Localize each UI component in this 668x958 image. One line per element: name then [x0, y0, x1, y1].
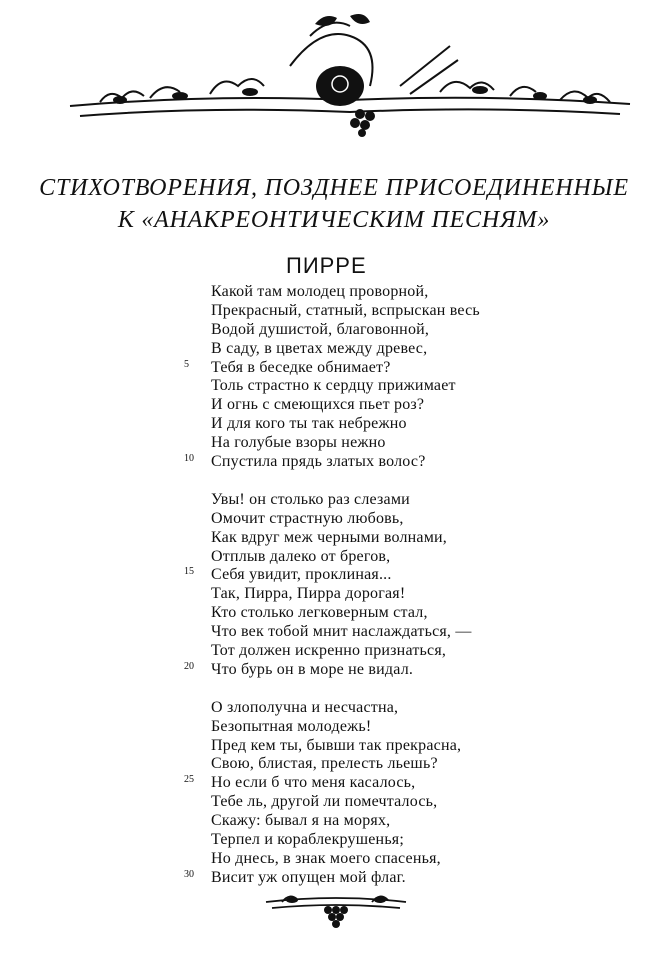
- verse-text: Но днесь, в знак моего спасенья,: [211, 849, 441, 867]
- line-number: 25: [184, 774, 194, 786]
- section-title: [0, 172, 668, 236]
- verse-text: Какой там молодец проворной,: [211, 283, 429, 300]
- headpiece-vignette-icon: [60, 6, 640, 146]
- verse-text: Увы! он столько раз слезами: [211, 490, 410, 508]
- verse-line: [0, 661, 668, 680]
- verse-line: [0, 623, 668, 642]
- line-number: 15: [184, 566, 194, 578]
- verse-text: Так, Пирра, Пирра дорогая!: [211, 585, 406, 603]
- verse-text: Прекрасный, статный, вспрыскан весь: [211, 301, 480, 319]
- verse-line: [0, 642, 668, 661]
- verse-text: Тот должен искренно признаться,: [211, 642, 447, 660]
- verse-text: Безопытная молодежь!: [211, 717, 372, 735]
- grapes-vignette-icon: [262, 888, 410, 932]
- verse-text: Спустила прядь златых волос?: [211, 453, 426, 471]
- verse-text: Тебе ль, другой ли помечталось,: [211, 793, 438, 811]
- verse-text: В саду, в цветах между древес,: [211, 339, 428, 357]
- verse-line: [0, 415, 668, 434]
- verse-text: О злополучна и несчастна,: [211, 698, 399, 716]
- verse-line: [0, 566, 668, 585]
- verse-text: И огнь с смеющихся пьет роз?: [211, 396, 425, 414]
- verse-text: Скажу: бывал я на морях,: [211, 812, 391, 830]
- poem-title: ПИРРЕ: [286, 253, 367, 278]
- verse-text: Висит уж опущен мой флаг.: [211, 868, 406, 886]
- verse-line: [0, 812, 668, 831]
- verse-line: [0, 699, 668, 718]
- verse-text: Свою, блистая, прелесть льешь?: [211, 755, 438, 773]
- line-number: 20: [184, 660, 194, 672]
- verse-line: [0, 831, 668, 850]
- verse-line: [0, 434, 668, 453]
- verse-line: [0, 755, 668, 774]
- verse-text: Как вдруг меж черными волнами,: [211, 528, 447, 546]
- verse-line: [0, 340, 668, 359]
- verse-text: Себя увидит, проклиная...: [211, 566, 392, 584]
- verse-line: [0, 283, 668, 302]
- verse-line: [0, 321, 668, 340]
- section-title-line-2: К «АНАКРЕОНТИЧЕСКИМ ПЕСНЯМ»: [117, 207, 551, 233]
- verse-line: [0, 510, 668, 529]
- verse-line: [0, 793, 668, 812]
- verse-line: [0, 869, 668, 888]
- line-number: 5: [184, 358, 189, 370]
- verse-line: [0, 529, 668, 548]
- verse-line: [0, 850, 668, 869]
- stanza: [0, 699, 668, 888]
- section-title-line-1: СТИХОТВОРЕНИЯ, ПОЗДНЕЕ ПРИСОЕДИНЕННЫЕ: [39, 175, 629, 201]
- verse-text: Тебя в беседке обнимает?: [211, 358, 391, 376]
- verse-line: [0, 604, 668, 623]
- verse-text: Кто столько легковерным стал,: [211, 604, 428, 622]
- verse-text: Что бурь он в море не видал.: [211, 660, 414, 678]
- verse-line: [0, 302, 668, 321]
- verse-line: [0, 585, 668, 604]
- verse-line: [0, 453, 668, 472]
- verse-text: Толь страстно к сердцу прижимает: [211, 377, 456, 395]
- verse-text: Терпел и кораблекрушенья;: [211, 831, 405, 849]
- verse-line: [0, 548, 668, 567]
- verse-text: На голубые взоры нежно: [211, 434, 386, 452]
- verse-text: Но если б что меня касалось,: [211, 774, 416, 792]
- verse-line: [0, 377, 668, 396]
- verse-text: Водой душистой, благовонной,: [211, 320, 430, 338]
- verse-text: Омочит страстную любовь,: [211, 509, 404, 527]
- line-number: 30: [184, 868, 194, 880]
- verse-text: И для кого ты так небрежно: [211, 415, 407, 433]
- verse-line: [0, 774, 668, 793]
- stanza: [0, 491, 668, 680]
- verse-line: [0, 491, 668, 510]
- line-number: 10: [184, 453, 194, 465]
- verse-text: Что век тобой мнит наслаждаться, —: [211, 623, 472, 641]
- verse-text: Пред кем ты, бывши так прекрасна,: [211, 736, 462, 754]
- stanza: [0, 283, 668, 472]
- verse-line: [0, 718, 668, 737]
- verse-text: Отплыв далеко от брегов,: [211, 547, 391, 565]
- verse-line: [0, 737, 668, 756]
- verse-line: [0, 359, 668, 378]
- verse-line: [0, 396, 668, 415]
- poem-body: [0, 283, 668, 907]
